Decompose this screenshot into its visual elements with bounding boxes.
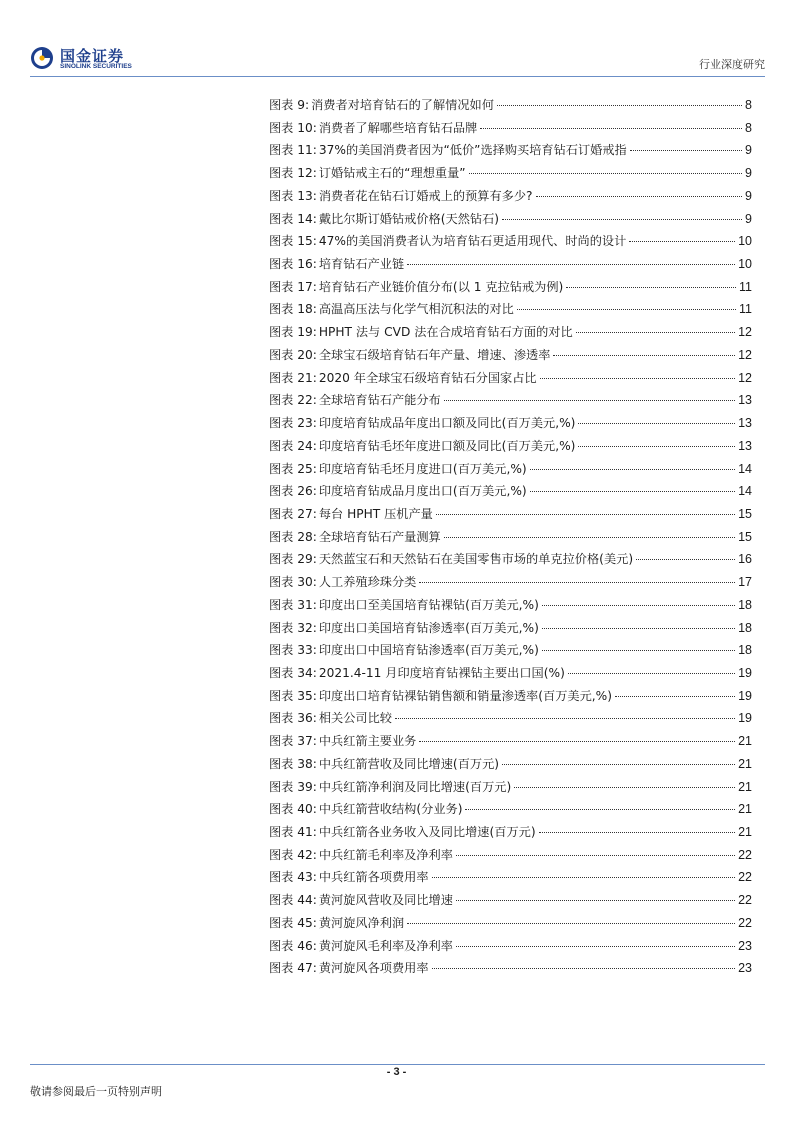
toc-entry[interactable]: [269, 866, 752, 889]
toc-entry[interactable]: [269, 844, 752, 867]
page-header: [30, 42, 765, 76]
logo-english-name: SINOLINK SECURITIES: [60, 63, 132, 70]
toc-entry[interactable]: [269, 185, 752, 208]
toc-page-number: 16: [738, 552, 752, 567]
toc-figure-label: 图表 33:: [269, 643, 317, 658]
toc-figure-label: 图表 32:: [269, 620, 317, 635]
toc-page-number: 11: [739, 302, 752, 317]
toc-leader-dots: [514, 787, 735, 788]
toc-figure-title: 全球培育钻石产能分布: [318, 393, 441, 408]
toc-figure-label: 图表 24:: [269, 438, 317, 453]
toc-figure-label: 图表 22:: [269, 393, 317, 408]
toc-page-number: 22: [738, 847, 752, 862]
toc-figure-label: 图表 36:: [269, 711, 317, 726]
toc-figure-label: 图表 40:: [269, 802, 317, 817]
toc-page-number: 14: [738, 484, 752, 499]
toc-entry[interactable]: [269, 548, 752, 571]
toc-figure-label: 图表 43:: [269, 870, 317, 885]
toc-leader-dots: [615, 696, 735, 697]
toc-figure-title: HPHT 法与 CVD 法在合成培育钻石方面的对比: [318, 325, 573, 340]
disclaimer-text: 敬请参阅最后一页特别声明: [30, 1085, 162, 1098]
toc-figure-label: 图表 29:: [269, 552, 317, 567]
toc-page-number: 10: [738, 234, 752, 249]
toc-figure-label: 图表 21:: [269, 370, 317, 385]
toc-entry[interactable]: [269, 230, 752, 253]
toc-figure-label: 图表 11:: [269, 143, 317, 158]
toc-entry[interactable]: [269, 798, 752, 821]
toc-figure-title: 印度培育钻成品年度出口额及同比(百万美元,%): [318, 416, 576, 431]
toc-page-number: 11: [739, 279, 752, 294]
toc-entry[interactable]: [269, 526, 752, 549]
toc-leader-dots: [444, 537, 735, 538]
toc-leader-dots: [395, 718, 735, 719]
toc-leader-dots: [630, 150, 742, 151]
toc-leader-dots: [542, 605, 735, 606]
toc-leader-dots: [576, 332, 735, 333]
toc-page-number: 22: [738, 870, 752, 885]
toc-page-number: 21: [738, 756, 752, 771]
toc-page-number: 12: [738, 370, 752, 385]
toc-entry[interactable]: [269, 276, 752, 299]
toc-leader-dots: [536, 196, 743, 197]
toc-figure-title: 全球宝石级培育钻石年产量、增速、渗透率: [318, 347, 551, 362]
toc-entry[interactable]: [269, 776, 752, 799]
toc-page-number: 21: [738, 779, 752, 794]
toc-figure-title: 中兵红箭营收及同比增速(百万元): [318, 756, 500, 771]
toc-leader-dots: [502, 219, 742, 220]
toc-page-number: 13: [738, 393, 752, 408]
toc-figure-label: 图表 13:: [269, 188, 317, 203]
toc-page-number: 22: [738, 893, 752, 908]
toc-entry[interactable]: [269, 571, 752, 594]
toc-figure-title: 中兵红箭净利润及同比增速(百万元): [318, 779, 512, 794]
toc-page-number: 13: [738, 416, 752, 431]
toc-figure-title: 中兵红箭各业务收入及同比增速(百万元): [318, 825, 536, 839]
toc-figure-label: 图表 38:: [269, 756, 317, 771]
toc-leader-dots: [436, 514, 735, 515]
toc-figure-title: 全球培育钻石产量测算: [318, 529, 441, 544]
toc-figure-title: 印度培育钻毛坯年度进口额及同比(百万美元,%): [318, 438, 576, 453]
toc-leader-dots: [444, 400, 735, 401]
toc-page-number: 23: [738, 961, 752, 976]
toc-entry[interactable]: [269, 594, 752, 617]
toc-entry[interactable]: [269, 889, 752, 912]
toc-figure-label: 图表 19:: [269, 325, 317, 340]
toc-figure-title: 订婚钻戒主石的“理想重量”: [318, 166, 466, 181]
toc-entry[interactable]: [269, 162, 752, 185]
toc-leader-dots: [497, 105, 742, 106]
toc-leader-dots: [502, 764, 735, 765]
toc-figure-label: 图表 20:: [269, 347, 317, 362]
toc-figure-title: 37%的美国消费者因为“低价”选择购买培育钻石订婚戒指: [318, 143, 627, 158]
toc-figure-title: 印度出口美国培育钻渗透率(百万美元,%): [318, 620, 539, 635]
toc-figure-title: 中兵红箭毛利率及净利率: [318, 847, 453, 862]
toc-figure-label: 图表 23:: [269, 416, 317, 431]
toc-page-number: 19: [738, 711, 752, 726]
toc-leader-dots: [530, 491, 735, 492]
toc-entry[interactable]: [269, 298, 752, 321]
toc-leader-dots: [419, 741, 735, 742]
toc-entry[interactable]: [269, 957, 752, 980]
toc-entry[interactable]: [269, 321, 752, 344]
toc-entry[interactable]: [269, 617, 752, 640]
toc-leader-dots: [465, 809, 735, 810]
toc-leader-dots: [517, 309, 736, 310]
toc-figure-title: 高温高压法与化学气相沉积法的对比: [318, 302, 514, 317]
toc-figure-title: 消费者花在钻石订婚戒上的预算有多少?: [318, 188, 533, 203]
toc-page-number: 17: [738, 575, 752, 590]
toc-entry[interactable]: [269, 94, 752, 117]
toc-figure-title: 培育钻石产业链价值分布(以 1 克拉钻戒为例): [318, 279, 564, 294]
toc-entry[interactable]: [269, 821, 752, 844]
toc-leader-dots: [407, 923, 735, 924]
toc-figure-label: 图表 9:: [269, 98, 310, 112]
toc-figure-label: 图表 47:: [269, 961, 317, 976]
toc-figure-label: 图表 14:: [269, 211, 317, 226]
toc-entry[interactable]: [269, 389, 752, 412]
toc-leader-dots: [419, 582, 735, 583]
toc-figure-title: 印度出口培育钻裸钻销售额和销量渗透率(百万美元,%): [318, 688, 612, 703]
toc-entry[interactable]: [269, 253, 752, 276]
toc-figure-title: 中兵红箭各项费用率: [318, 870, 429, 885]
toc-page-number: 19: [738, 688, 752, 703]
toc-figure-title: 培育钻石产业链: [318, 257, 405, 272]
toc-leader-dots: [553, 355, 735, 356]
toc-leader-dots: [578, 423, 735, 424]
toc-leader-dots: [432, 877, 736, 878]
toc-figure-label: 图表 28:: [269, 529, 317, 544]
toc-figure-title: 天然蓝宝石和天然钻石在美国零售市场的单克拉价格(美元): [318, 552, 634, 567]
footer-divider: [30, 1064, 765, 1065]
toc-page-number: 9: [745, 211, 752, 226]
toc-entry[interactable]: [269, 503, 752, 526]
toc-page-number: 8: [745, 98, 752, 112]
sinolink-logo-icon: [30, 46, 54, 70]
toc-figure-label: 图表 42:: [269, 847, 317, 862]
table-of-figures: [269, 94, 752, 980]
toc-leader-dots: [629, 241, 735, 242]
toc-page-number: 14: [738, 461, 752, 476]
toc-entry[interactable]: [269, 117, 752, 140]
toc-page-number: 15: [738, 506, 752, 521]
toc-figure-title: 印度出口中国培育钻渗透率(百万美元,%): [318, 643, 539, 658]
toc-leader-dots: [530, 469, 735, 470]
toc-figure-title: 消费者对培育钻石的了解情况如何: [311, 98, 494, 112]
toc-leader-dots: [540, 378, 736, 379]
toc-entry[interactable]: [269, 912, 752, 935]
toc-entry[interactable]: [269, 412, 752, 435]
toc-figure-title: 黄河旋风毛利率及净利率: [318, 938, 453, 953]
toc-page-number: 10: [738, 257, 752, 272]
toc-figure-title: 印度培育钻成品月度出口(百万美元,%): [318, 484, 527, 499]
toc-page-number: 19: [738, 665, 752, 680]
toc-figure-title: 戴比尔斯订婚钻戒价格(天然钻石): [318, 211, 500, 226]
toc-figure-label: 图表 39:: [269, 779, 317, 794]
toc-figure-label: 图表 26:: [269, 484, 317, 499]
toc-page-number: 8: [745, 120, 752, 135]
toc-figure-label: 图表 45:: [269, 915, 317, 930]
toc-figure-title: 2021.4-11 月印度培育钻裸钻主要出口国(%): [318, 665, 565, 680]
toc-figure-label: 图表 16:: [269, 257, 317, 272]
toc-leader-dots: [407, 264, 735, 265]
toc-figure-label: 图表 41:: [269, 825, 317, 839]
toc-leader-dots: [539, 832, 736, 833]
toc-figure-title: 中兵红箭主要业务: [318, 734, 417, 749]
toc-page-number: 9: [745, 143, 752, 158]
toc-figure-title: 人工养殖珍珠分类: [318, 575, 417, 590]
toc-page-number: 18: [738, 643, 752, 658]
toc-page-number: 21: [738, 825, 752, 839]
toc-figure-title: 47%的美国消费者认为培育钻石更适用现代、时尚的设计: [318, 234, 627, 249]
toc-entry[interactable]: [269, 707, 752, 730]
toc-entry[interactable]: [269, 662, 752, 685]
toc-leader-dots: [542, 628, 735, 629]
toc-entry[interactable]: [269, 458, 752, 481]
toc-figure-title: 印度出口至美国培育钻裸钻(百万美元,%): [318, 597, 539, 612]
toc-entry[interactable]: [269, 139, 752, 162]
toc-figure-label: 图表 34:: [269, 665, 317, 680]
toc-figure-title: 黄河旋风各项费用率: [318, 961, 429, 976]
toc-entry[interactable]: [269, 367, 752, 390]
toc-figure-label: 图表 37:: [269, 734, 317, 749]
toc-entry[interactable]: [269, 753, 752, 776]
toc-figure-label: 图表 10:: [269, 120, 317, 135]
toc-entry[interactable]: [269, 208, 752, 231]
toc-figure-label: 图表 27:: [269, 506, 317, 521]
toc-entry[interactable]: [269, 344, 752, 367]
header-divider: [30, 76, 765, 77]
toc-leader-dots: [636, 559, 735, 560]
toc-leader-dots: [568, 673, 735, 674]
toc-page-number: 23: [738, 938, 752, 953]
toc-figure-label: 图表 44:: [269, 893, 317, 908]
toc-leader-dots: [578, 446, 735, 447]
toc-figure-label: 图表 17:: [269, 279, 317, 294]
toc-figure-title: 黄河旋风净利润: [318, 915, 405, 930]
report-type-label: 行业深度研究: [699, 58, 765, 71]
toc-page-number: 13: [738, 438, 752, 453]
toc-figure-label: 图表 12:: [269, 166, 317, 181]
toc-figure-label: 图表 25:: [269, 461, 317, 476]
toc-figure-title: 每台 HPHT 压机产量: [318, 506, 433, 521]
toc-leader-dots: [566, 287, 736, 288]
toc-entry[interactable]: [269, 480, 752, 503]
toc-figure-title: 相关公司比较: [318, 711, 392, 726]
toc-page-number: 18: [738, 620, 752, 635]
toc-page-number: 22: [738, 915, 752, 930]
toc-leader-dots: [542, 650, 735, 651]
toc-figure-title: 印度培育钻毛坯月度进口(百万美元,%): [318, 461, 527, 476]
toc-figure-title: 黄河旋风营收及同比增速: [318, 893, 453, 908]
toc-figure-title: 2020 年全球宝石级培育钻石分国家占比: [318, 370, 537, 385]
toc-entry[interactable]: [269, 639, 752, 662]
toc-leader-dots: [432, 968, 736, 969]
toc-figure-label: 图表 31:: [269, 597, 317, 612]
toc-figure-title: 中兵红箭营收结构(分业务): [318, 802, 463, 817]
toc-page-number: 21: [738, 802, 752, 817]
toc-figure-label: 图表 15:: [269, 234, 317, 249]
toc-page-number: 9: [745, 188, 752, 203]
toc-figure-label: 图表 18:: [269, 302, 317, 317]
toc-leader-dots: [456, 900, 735, 901]
toc-leader-dots: [456, 946, 735, 947]
toc-figure-label: 图表 35:: [269, 688, 317, 703]
toc-page-number: 18: [738, 597, 752, 612]
toc-page-number: 21: [738, 734, 752, 749]
toc-page-number: 9: [745, 166, 752, 181]
logo-chinese-name: 国金证券: [60, 47, 125, 65]
toc-figure-label: 图表 30:: [269, 575, 317, 590]
toc-entry[interactable]: [269, 730, 752, 753]
toc-leader-dots: [469, 173, 742, 174]
toc-page-number: 12: [738, 325, 752, 340]
toc-entry[interactable]: [269, 435, 752, 458]
toc-figure-label: 图表 46:: [269, 938, 317, 953]
company-logo: [30, 42, 160, 76]
toc-figure-title: 消费者了解哪些培育钻石品牌: [318, 120, 478, 135]
toc-entry[interactable]: [269, 685, 752, 708]
toc-page-number: 15: [738, 529, 752, 544]
page-number: - 3 -: [386, 1066, 407, 1078]
toc-entry[interactable]: [269, 935, 752, 958]
toc-leader-dots: [480, 128, 742, 129]
toc-page-number: 12: [738, 347, 752, 362]
toc-leader-dots: [456, 855, 735, 856]
